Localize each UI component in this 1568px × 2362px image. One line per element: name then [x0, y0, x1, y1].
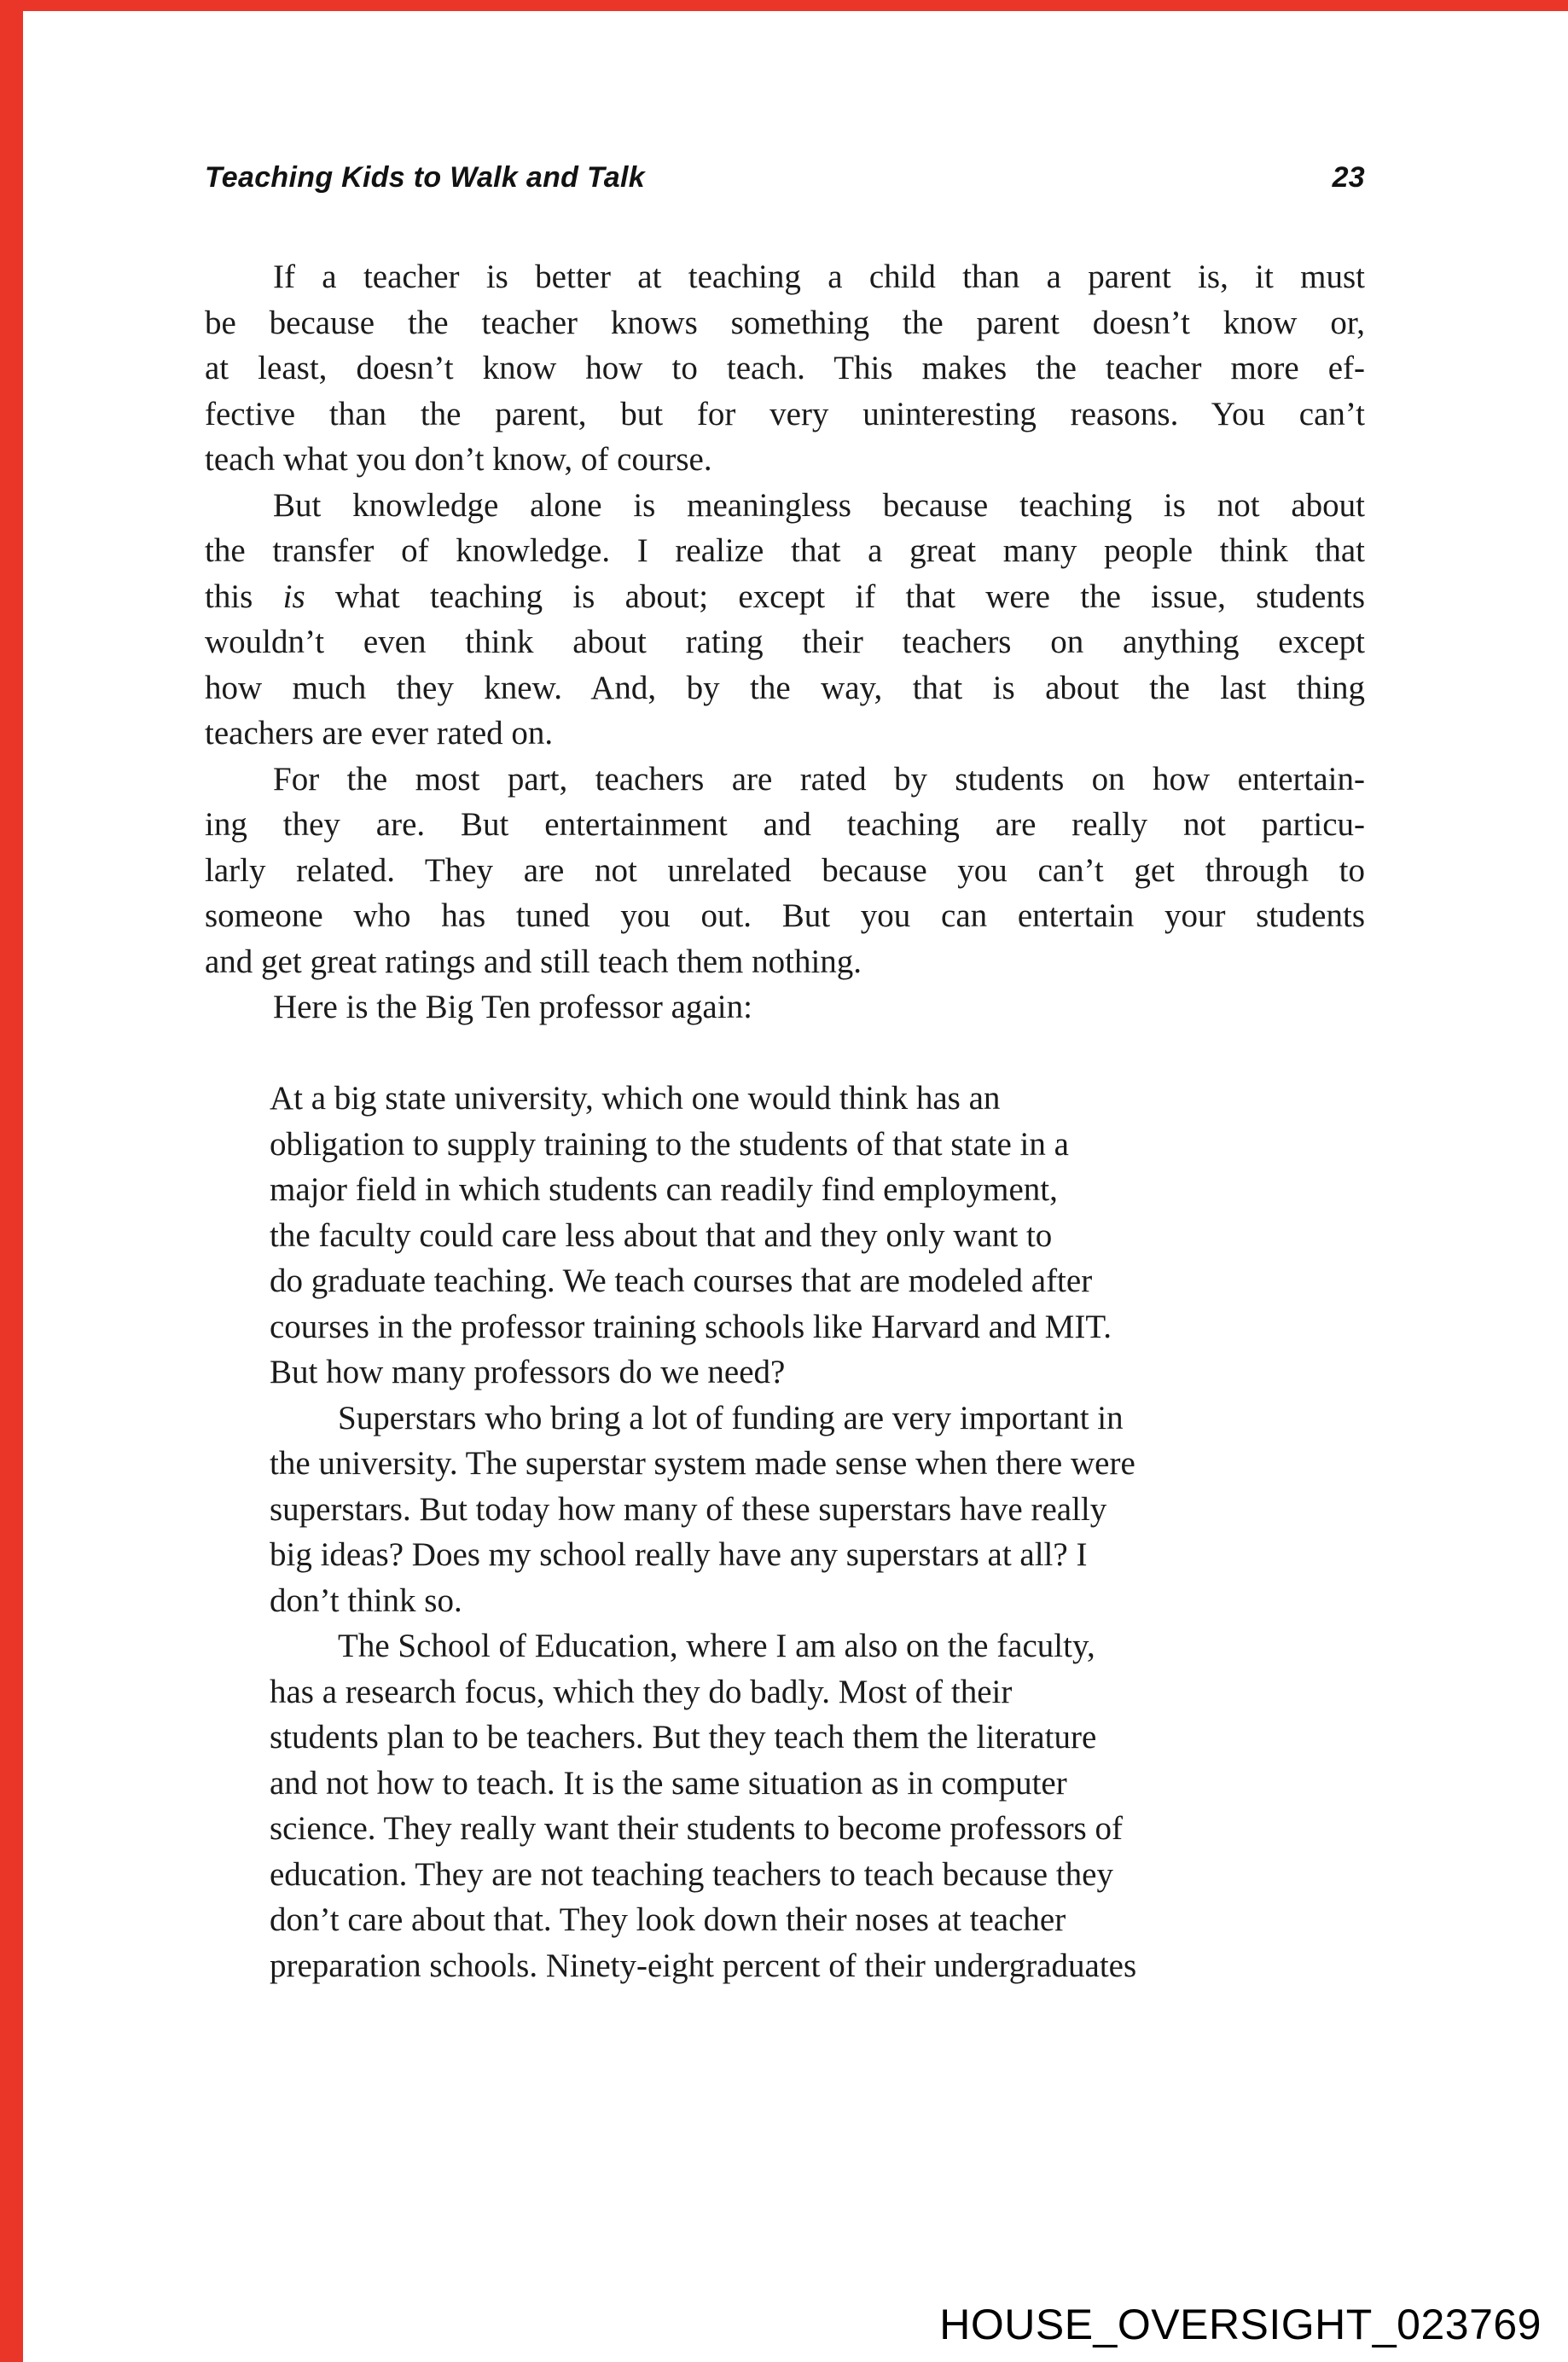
- text-line: at least, doesn’t know how to teach. This makes the teacher more ef-: [205, 350, 1365, 386]
- text-line: major field in which students can readily find employment,: [270, 1171, 1058, 1208]
- block-quote: [270, 1076, 1365, 1988]
- text-line: has a research focus, which they do badly. Most of their: [270, 1673, 1013, 1710]
- text-segment: what teaching is about; except if that were the issue, students: [305, 577, 1365, 615]
- scan-edge-left-mark: [0, 0, 23, 2362]
- text-line: courses in the professor training schools like Harvard and MIT.: [270, 1308, 1112, 1345]
- text-line: But knowledge alone is meaningless because teaching is not about: [273, 486, 1365, 524]
- blank-line: [205, 1030, 1365, 1077]
- text-line: how much they knew. And, by the way, that is about the last thing: [205, 669, 1365, 706]
- scan-edge-top-mark: [0, 0, 1568, 11]
- text-line: the faculty could care less about that and they only want to: [270, 1216, 1053, 1254]
- quote-paragraph: [270, 1076, 1365, 1396]
- bates-stamp: HOUSE_OVERSIGHT_023769: [939, 2301, 1542, 2348]
- text-line: superstars. But today how many of these superstars have really: [270, 1490, 1107, 1528]
- text-line: don’t care about that. They look down their noses at teacher: [270, 1901, 1066, 1938]
- text-line: someone who has tuned you out. But you can entertain your students: [205, 897, 1365, 934]
- text-line: If a teacher is better at teaching a child than a parent is, it must: [273, 258, 1365, 295]
- running-header: [205, 160, 1365, 194]
- text-line: preparation schools. Ninety-eight percent of their undergraduates: [270, 1947, 1137, 1984]
- quote-paragraph: [270, 1623, 1365, 1988]
- text-line: don’t think so.: [270, 1581, 462, 1619]
- text-line: ing they are. But entertainment and teaching are really not particu-: [205, 806, 1365, 843]
- text-body: [205, 254, 1365, 1988]
- paragraph: [205, 984, 1365, 1030]
- text-line: At a big state university, which one would think has an: [270, 1080, 1001, 1117]
- text-line: teach what you don’t know, of course.: [205, 441, 712, 478]
- text-line: But how many professors do we need?: [270, 1354, 786, 1390]
- text-line: education. They are not teaching teachers to teach because they: [270, 1855, 1113, 1893]
- text-line: The School of Education, where I am also on the faculty,: [338, 1628, 1095, 1664]
- text-line: the transfer of knowledge. I realize that a great many people think that: [205, 532, 1365, 569]
- text-line: wouldn’t even think about rating their teachers on anything except: [205, 624, 1365, 660]
- running-title: Teaching Kids to Walk and Talk: [205, 161, 645, 194]
- text-line: Superstars who bring a lot of funding are very important in: [338, 1399, 1124, 1436]
- text-line: larly related. They are not unrelated because you can’t get through to: [205, 851, 1365, 889]
- text-line: do graduate teaching. We teach courses that are modeled after: [270, 1262, 1093, 1299]
- text-line: Here is the Big Ten professor again:: [273, 989, 752, 1025]
- text-line: and get great ratings and still teach them nothing.: [205, 943, 862, 980]
- text-line: [205, 574, 1365, 620]
- text-line: teachers are ever rated on.: [205, 715, 554, 752]
- text-line: and not how to teach. It is the same situation as in computer: [270, 1764, 1067, 1802]
- paragraph: [205, 254, 1365, 483]
- text-line: obligation to supply training to the students of that state in a: [270, 1125, 1069, 1163]
- text-line: the university. The superstar system made sense when there were: [270, 1445, 1135, 1482]
- paragraph: [205, 757, 1365, 985]
- text-line: fective than the parent, but for very uninteresting reasons. You can’t: [205, 395, 1365, 432]
- quote-paragraph: [270, 1396, 1365, 1624]
- text-segment: this: [205, 577, 283, 615]
- text-line: science. They really want their students to become professors of: [270, 1810, 1123, 1847]
- text-line: For the most part, teachers are rated by students on how entertain-: [273, 760, 1365, 798]
- italic-text: is: [282, 577, 305, 615]
- paragraph: [205, 483, 1365, 757]
- text-line: big ideas? Does my school really have any superstars at all? I: [270, 1536, 1088, 1573]
- text-line: be because the teacher knows something the parent doesn’t know or,: [205, 304, 1365, 341]
- page-number: 23: [1332, 161, 1365, 194]
- text-line: students plan to be teachers. But they teach them the literature: [270, 1719, 1097, 1756]
